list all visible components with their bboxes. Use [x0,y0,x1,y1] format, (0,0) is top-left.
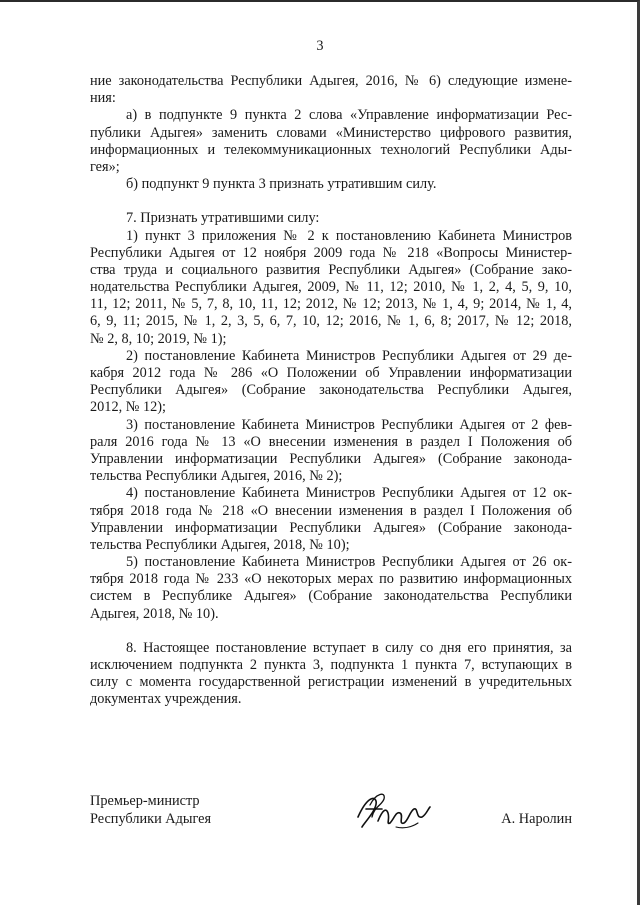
text-line: тября 2018 года № 233 «О некоторых мерах по развитию информационных [90,571,572,588]
text-line: 1) пункт 3 приложения № 2 к постановлению Кабинета Министров [126,227,572,244]
signatory-title-line-1: Премьер-министр [90,793,200,809]
text-line: документах учреждения. [90,691,242,708]
text-line: 6, 9, 11; 2015, № 1, 2, 3, 5, 6, 7, 10, 12; 2016, № 1, 6, 8; 2017, № 12; 2018, [90,313,572,330]
text-line: Управлении информатизации Республики Адыгея» (Собрание законода- [90,450,572,467]
text-line: 5) постановление Кабинета Министров Республики Адыгея от 26 ок- [126,554,572,571]
text-line: 8. Настоящее постановление вступает в силу со дня его принятия, за [126,639,572,656]
text-line: раля 2016 года № 13 «О внесении изменения в раздел I Положения об [90,433,572,450]
document-body [90,73,572,709]
signatory-name: А. Наролин [501,811,572,827]
text-line: Республики Адыгея» (Собрание законодательства Республики Адыгея, [90,382,572,399]
text-line: 7. Признать утратившими силу: [126,210,320,227]
text-line: тельства Республики Адыгея, 2018, № 10); [90,536,350,553]
text-line: гея»; [90,158,120,175]
text-line: Адыгея, 2018, № 10). [90,605,219,622]
page-number: 3 [316,38,324,54]
text-line: Республики Адыгея от 12 ноября 2009 года № 218 «Вопросы Министер- [90,244,572,261]
text-line: а) в подпункте 9 пункта 2 слова «Управление информатизации Рес- [126,107,572,124]
text-line: № 2, 8, 10; 2019, № 1); [90,330,227,347]
text-line: исключением подпункта 2 пункта 3, подпункта 1 пункта 7, вступающих в [90,657,572,673]
text-line: ния: [90,90,116,107]
paragraph-gap [90,623,572,640]
signatory-title-line-2: Республики Адыгея [90,810,212,827]
text-line: нодательства Республики Адыгея, 2009, № 11, 12; 2010, № 1, 2, 4, 5, 9, 10, [90,279,572,296]
signatory-title [90,793,211,828]
paragraph-gap [90,193,572,210]
text-line: тельства Республики Адыгея, 2016, № 2); [90,468,343,485]
signature-block [90,793,572,853]
text-line: ние законодательства Республики Адыгея, 2016, № 6) следующие измене- [90,73,572,89]
text-line: Управлении информатизации Республики Адыгея» (Собрание законода- [90,519,572,536]
text-line: 2012, № 12); [90,399,166,416]
text-line: 2) постановление Кабинета Министров Республики Адыгея от 29 де- [126,347,572,364]
text-line: тября 2018 года № 218 «О внесении изменения в раздел I Положения об [90,502,572,519]
text-line: систем в Республике Адыгея» (Собрание законодательства Республики [90,588,572,605]
text-line: б) подпункт 9 пункта 3 признать утратившим силу. [126,176,437,193]
text-line: 3) постановление Кабинета Министров Республики Адыгея от 2 фев- [126,416,572,433]
text-line: кабря 2012 года № 286 «О Положении об Управлении информатизации [90,365,572,381]
text-line: 11, 12; 2011, № 5, 7, 8, 10, 11, 12; 2012, № 12; 2013, № 1, 4, 9; 2014, № 1, 4, [90,296,572,313]
text-line: информационных и телекоммуникационных технологий Республики Ады- [90,141,572,158]
text-line: публики Адыгея» заменить словами «Министерство цифрового развития, [90,124,572,141]
text-line: силу с момента государственной регистрации изменений в учредительных [90,674,572,691]
text-line: 4) постановление Кабинета Министров Республики Адыгея от 12 ок- [126,485,572,502]
handwritten-signature [352,787,432,835]
text-line: ства труда и социального развития Республики Адыгея» (Собрание зако- [90,261,572,278]
